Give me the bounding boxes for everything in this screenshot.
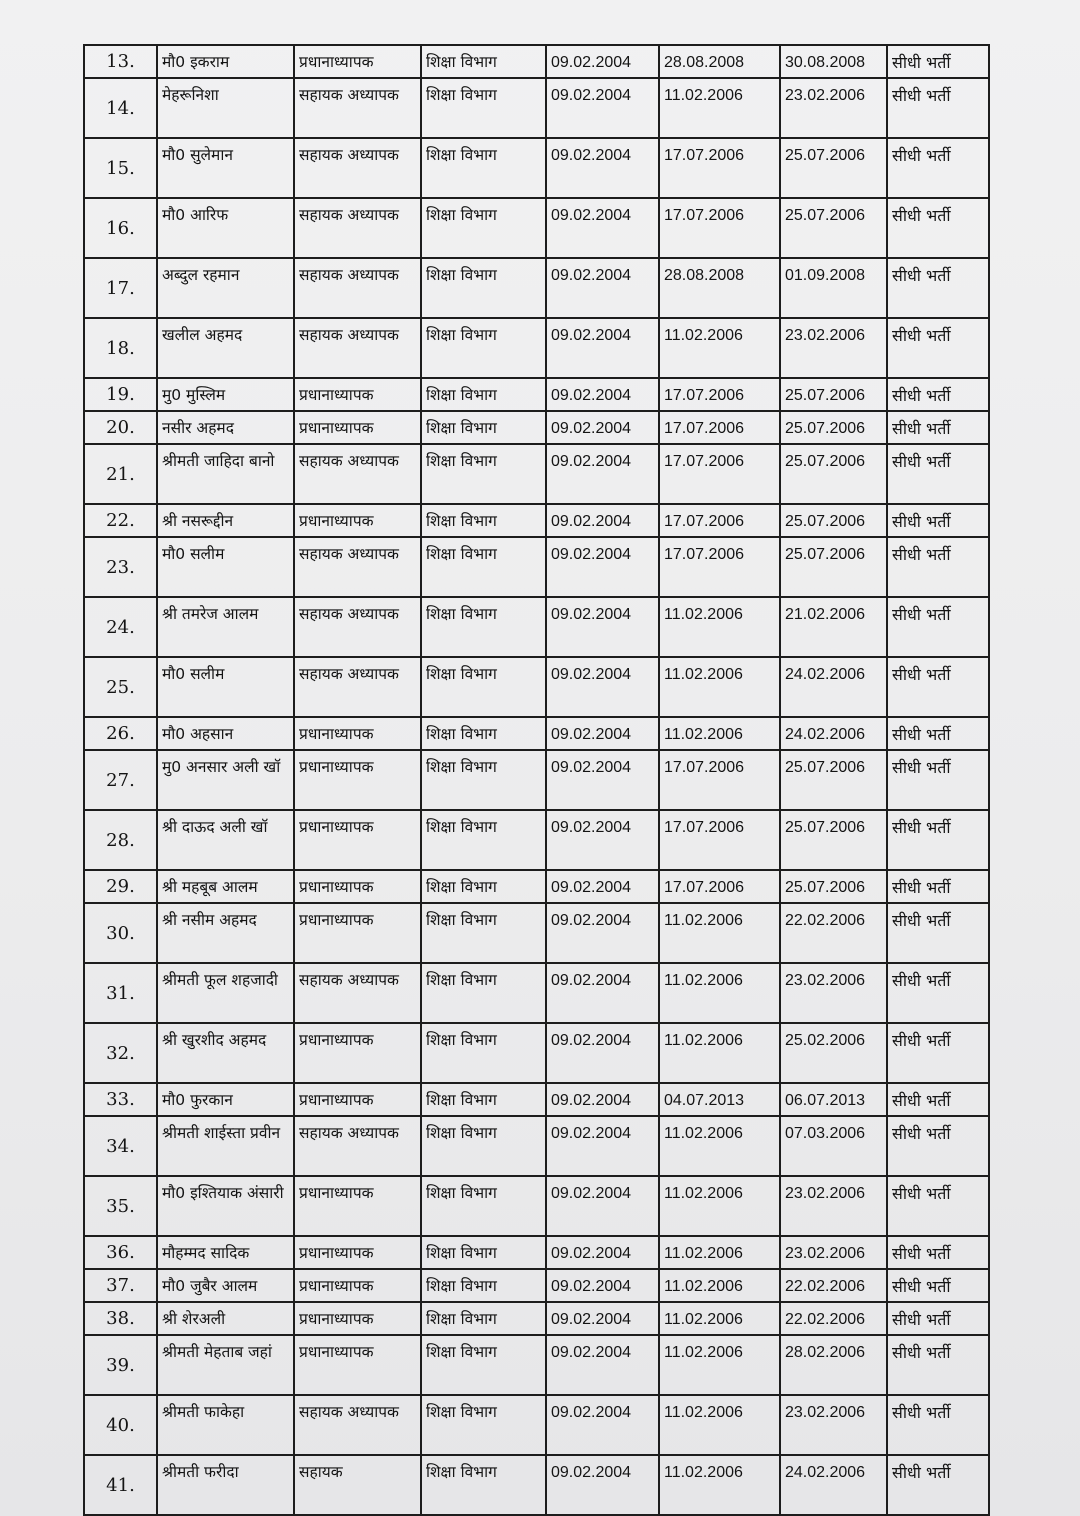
employee-name: मौ0 आरिफ (157, 198, 294, 258)
date-col-2: 11.02.2006 (659, 1335, 780, 1395)
date-col-2: 17.07.2006 (659, 504, 780, 537)
date-col-2: 11.02.2006 (659, 1176, 780, 1236)
serial-number: 23. (84, 537, 157, 597)
recruitment-mode: सीधी भर्ती (887, 258, 989, 318)
date-col-1: 09.02.2004 (546, 1116, 659, 1176)
date-col-3: 23.02.2006 (780, 1176, 887, 1236)
serial-number: 18. (84, 318, 157, 378)
serial-number: 17. (84, 258, 157, 318)
serial-number: 15. (84, 138, 157, 198)
recruitment-mode: सीधी भर्ती (887, 717, 989, 750)
table-row (84, 597, 989, 657)
recruitment-mode: सीधी भर्ती (887, 138, 989, 198)
employee-name: श्रीमती मेहताब जहां (157, 1335, 294, 1395)
recruitment-mode: सीधी भर्ती (887, 537, 989, 597)
recruitment-mode: सीधी भर्ती (887, 750, 989, 810)
employee-name: श्री तमरेज आलम (157, 597, 294, 657)
table-row (84, 444, 989, 504)
recruitment-mode: सीधी भर्ती (887, 597, 989, 657)
recruitment-mode: सीधी भर्ती (887, 1455, 989, 1515)
date-col-2: 17.07.2006 (659, 411, 780, 444)
date-col-1: 09.02.2004 (546, 318, 659, 378)
recruitment-mode: सीधी भर्ती (887, 657, 989, 717)
recruitment-mode: सीधी भर्ती (887, 78, 989, 138)
date-col-1: 09.02.2004 (546, 78, 659, 138)
recruitment-mode: सीधी भर्ती (887, 504, 989, 537)
date-col-3: 23.02.2006 (780, 963, 887, 1023)
date-col-3: 25.02.2006 (780, 1023, 887, 1083)
table-row (84, 1269, 989, 1302)
recruitment-mode: सीधी भर्ती (887, 198, 989, 258)
department: शिक्षा विभाग (421, 138, 546, 198)
recruitment-mode: सीधी भर्ती (887, 963, 989, 1023)
employee-name: मौ0 इकराम (157, 45, 294, 78)
table-row (84, 318, 989, 378)
date-col-2: 17.07.2006 (659, 750, 780, 810)
table-row (84, 1023, 989, 1083)
employee-name: मेहरूनिशा (157, 78, 294, 138)
post-title: प्रधानाध्यापक (294, 1083, 421, 1116)
date-col-3: 25.07.2006 (780, 378, 887, 411)
department: शिक्षा विभाग (421, 1302, 546, 1335)
serial-number: 37. (84, 1269, 157, 1302)
employee-name: श्री शेरअली (157, 1302, 294, 1335)
employee-name: श्री नसीम अहमद (157, 903, 294, 963)
employee-name: मौ0 फुरकान (157, 1083, 294, 1116)
serial-number: 25. (84, 657, 157, 717)
post-title: सहायक अध्यापक (294, 1395, 421, 1455)
table-row (84, 870, 989, 903)
date-col-1: 09.02.2004 (546, 198, 659, 258)
table-row (84, 378, 989, 411)
post-title: प्रधानाध्यापक (294, 411, 421, 444)
post-title: प्रधानाध्यापक (294, 1236, 421, 1269)
date-col-1: 09.02.2004 (546, 597, 659, 657)
department: शिक्षा विभाग (421, 750, 546, 810)
department: शिक्षा विभाग (421, 1395, 546, 1455)
department: शिक्षा विभाग (421, 258, 546, 318)
recruitment-mode: सीधी भर्ती (887, 1116, 989, 1176)
post-title: प्रधानाध्यापक (294, 1176, 421, 1236)
date-col-2: 04.07.2013 (659, 1083, 780, 1116)
employee-name: श्री दाऊद अली खॉ (157, 810, 294, 870)
table-row (84, 1083, 989, 1116)
serial-number: 39. (84, 1335, 157, 1395)
department: शिक्षा विभाग (421, 378, 546, 411)
department: शिक्षा विभाग (421, 717, 546, 750)
serial-number: 33. (84, 1083, 157, 1116)
recruitment-mode: सीधी भर्ती (887, 378, 989, 411)
date-col-1: 09.02.2004 (546, 810, 659, 870)
date-col-1: 09.02.2004 (546, 1269, 659, 1302)
table-row (84, 1302, 989, 1335)
date-col-3: 23.02.2006 (780, 1236, 887, 1269)
recruitment-mode: सीधी भर्ती (887, 1302, 989, 1335)
serial-number: 26. (84, 717, 157, 750)
post-title: प्रधानाध्यापक (294, 750, 421, 810)
department: शिक्षा विभाग (421, 444, 546, 504)
serial-number: 24. (84, 597, 157, 657)
department: शिक्षा विभाग (421, 1176, 546, 1236)
table-row (84, 963, 989, 1023)
recruitment-mode: सीधी भर्ती (887, 1395, 989, 1455)
post-title: सहायक अध्यापक (294, 318, 421, 378)
table-row (84, 750, 989, 810)
date-col-1: 09.02.2004 (546, 411, 659, 444)
serial-number: 13. (84, 45, 157, 78)
date-col-3: 07.03.2006 (780, 1116, 887, 1176)
department: शिक्षा विभाग (421, 1083, 546, 1116)
employee-name: श्रीमती शाईस्ता प्रवीन (157, 1116, 294, 1176)
date-col-3: 24.02.2006 (780, 717, 887, 750)
date-col-2: 28.08.2008 (659, 45, 780, 78)
date-col-3: 22.02.2006 (780, 1269, 887, 1302)
date-col-1: 09.02.2004 (546, 1236, 659, 1269)
date-col-3: 21.02.2006 (780, 597, 887, 657)
date-col-2: 11.02.2006 (659, 1395, 780, 1455)
date-col-3: 25.07.2006 (780, 750, 887, 810)
post-title: सहायक अध्यापक (294, 657, 421, 717)
serial-number: 36. (84, 1236, 157, 1269)
table-row (84, 717, 989, 750)
date-col-3: 06.07.2013 (780, 1083, 887, 1116)
date-col-3: 25.07.2006 (780, 504, 887, 537)
date-col-3: 25.07.2006 (780, 411, 887, 444)
serial-number: 40. (84, 1395, 157, 1455)
table-row (84, 537, 989, 597)
date-col-1: 09.02.2004 (546, 1395, 659, 1455)
post-title: प्रधानाध्यापक (294, 1023, 421, 1083)
serial-number: 32. (84, 1023, 157, 1083)
date-col-2: 17.07.2006 (659, 444, 780, 504)
serial-number: 29. (84, 870, 157, 903)
post-title: प्रधानाध्यापक (294, 810, 421, 870)
date-col-2: 11.02.2006 (659, 657, 780, 717)
employee-name: मौ0 सलीम (157, 537, 294, 597)
date-col-2: 11.02.2006 (659, 717, 780, 750)
department: शिक्षा विभाग (421, 198, 546, 258)
serial-number: 28. (84, 810, 157, 870)
date-col-2: 17.07.2006 (659, 378, 780, 411)
post-title: प्रधानाध्यापक (294, 1302, 421, 1335)
post-title: सहायक अध्यापक (294, 1116, 421, 1176)
date-col-1: 09.02.2004 (546, 1302, 659, 1335)
department: शिक्षा विभाग (421, 963, 546, 1023)
recruitment-mode: सीधी भर्ती (887, 810, 989, 870)
table-row (84, 810, 989, 870)
serial-number: 30. (84, 903, 157, 963)
post-title: प्रधानाध्यापक (294, 378, 421, 411)
serial-number: 20. (84, 411, 157, 444)
date-col-1: 09.02.2004 (546, 1455, 659, 1515)
date-col-3: 24.02.2006 (780, 657, 887, 717)
date-col-3: 24.02.2006 (780, 1455, 887, 1515)
recruitment-mode: सीधी भर्ती (887, 318, 989, 378)
post-title: सहायक अध्यापक (294, 198, 421, 258)
date-col-2: 28.08.2008 (659, 258, 780, 318)
post-title: प्रधानाध्यापक (294, 1269, 421, 1302)
date-col-3: 28.02.2006 (780, 1335, 887, 1395)
post-title: सहायक (294, 1455, 421, 1515)
date-col-2: 11.02.2006 (659, 1116, 780, 1176)
date-col-2: 17.07.2006 (659, 138, 780, 198)
serial-number: 35. (84, 1176, 157, 1236)
post-title: सहायक अध्यापक (294, 78, 421, 138)
serial-number: 38. (84, 1302, 157, 1335)
date-col-2: 11.02.2006 (659, 903, 780, 963)
date-col-3: 01.09.2008 (780, 258, 887, 318)
serial-number: 19. (84, 378, 157, 411)
date-col-3: 25.07.2006 (780, 870, 887, 903)
department: शिक्षा विभाग (421, 597, 546, 657)
date-col-1: 09.02.2004 (546, 1335, 659, 1395)
date-col-2: 11.02.2006 (659, 963, 780, 1023)
post-title: सहायक अध्यापक (294, 258, 421, 318)
employee-name: मु0 अनसार अली खॉ (157, 750, 294, 810)
department: शिक्षा विभाग (421, 78, 546, 138)
table-row (84, 657, 989, 717)
recruitment-mode: सीधी भर्ती (887, 1236, 989, 1269)
employee-name: श्री नसरूद्दीन (157, 504, 294, 537)
serial-number: 34. (84, 1116, 157, 1176)
date-col-3: 23.02.2006 (780, 318, 887, 378)
employee-name: श्रीमती फरीदा (157, 1455, 294, 1515)
table-row (84, 1176, 989, 1236)
table-row (84, 78, 989, 138)
department: शिक्षा विभाग (421, 1269, 546, 1302)
recruitment-mode: सीधी भर्ती (887, 444, 989, 504)
employee-name: नसीर अहमद (157, 411, 294, 444)
date-col-3: 25.07.2006 (780, 444, 887, 504)
post-title: प्रधानाध्यापक (294, 903, 421, 963)
employee-name: खलील अहमद (157, 318, 294, 378)
date-col-2: 17.07.2006 (659, 870, 780, 903)
date-col-3: 30.08.2008 (780, 45, 887, 78)
department: शिक्षा विभाग (421, 411, 546, 444)
employee-name: मौ0 अहसान (157, 717, 294, 750)
post-title: प्रधानाध्यापक (294, 45, 421, 78)
table-row (84, 138, 989, 198)
table-row (84, 903, 989, 963)
recruitment-mode: सीधी भर्ती (887, 1023, 989, 1083)
date-col-3: 25.07.2006 (780, 198, 887, 258)
staff-table-body (84, 45, 989, 1515)
date-col-2: 11.02.2006 (659, 1455, 780, 1515)
post-title: सहायक अध्यापक (294, 597, 421, 657)
date-col-1: 09.02.2004 (546, 717, 659, 750)
recruitment-mode: सीधी भर्ती (887, 870, 989, 903)
date-col-2: 11.02.2006 (659, 78, 780, 138)
employee-name: मौ0 जुबैर आलम (157, 1269, 294, 1302)
post-title: प्रधानाध्यापक (294, 870, 421, 903)
table-row (84, 1455, 989, 1515)
post-title: सहायक अध्यापक (294, 963, 421, 1023)
date-col-1: 09.02.2004 (546, 444, 659, 504)
employee-name: श्री महबूब आलम (157, 870, 294, 903)
date-col-3: 25.07.2006 (780, 537, 887, 597)
date-col-1: 09.02.2004 (546, 1083, 659, 1116)
recruitment-mode: सीधी भर्ती (887, 1083, 989, 1116)
employee-name: अब्दुल रहमान (157, 258, 294, 318)
date-col-2: 11.02.2006 (659, 1023, 780, 1083)
post-title: प्रधानाध्यापक (294, 717, 421, 750)
date-col-1: 09.02.2004 (546, 138, 659, 198)
date-col-2: 11.02.2006 (659, 1302, 780, 1335)
date-col-1: 09.02.2004 (546, 258, 659, 318)
date-col-1: 09.02.2004 (546, 963, 659, 1023)
date-col-2: 17.07.2006 (659, 198, 780, 258)
date-col-1: 09.02.2004 (546, 504, 659, 537)
department: शिक्षा विभाग (421, 1023, 546, 1083)
employee-name: मौ0 सुलेमान (157, 138, 294, 198)
table-row (84, 198, 989, 258)
date-col-3: 22.02.2006 (780, 903, 887, 963)
department: शिक्षा विभाग (421, 657, 546, 717)
date-col-2: 17.07.2006 (659, 810, 780, 870)
date-col-3: 25.07.2006 (780, 138, 887, 198)
date-col-1: 09.02.2004 (546, 750, 659, 810)
employee-name: श्रीमती फूल शहजादी (157, 963, 294, 1023)
employee-name: मौ0 सलीम (157, 657, 294, 717)
date-col-2: 17.07.2006 (659, 537, 780, 597)
department: शिक्षा विभाग (421, 504, 546, 537)
table-row (84, 504, 989, 537)
recruitment-mode: सीधी भर्ती (887, 1269, 989, 1302)
date-col-1: 09.02.2004 (546, 657, 659, 717)
serial-number: 41. (84, 1455, 157, 1515)
serial-number: 22. (84, 504, 157, 537)
table-row (84, 411, 989, 444)
date-col-1: 09.02.2004 (546, 1176, 659, 1236)
recruitment-mode: सीधी भर्ती (887, 45, 989, 78)
serial-number: 21. (84, 444, 157, 504)
post-title: सहायक अध्यापक (294, 537, 421, 597)
date-col-3: 23.02.2006 (780, 1395, 887, 1455)
serial-number: 16. (84, 198, 157, 258)
table-row (84, 1236, 989, 1269)
recruitment-mode: सीधी भर्ती (887, 903, 989, 963)
date-col-1: 09.02.2004 (546, 537, 659, 597)
recruitment-mode: सीधी भर्ती (887, 1176, 989, 1236)
department: शिक्षा विभाग (421, 537, 546, 597)
table-row (84, 1335, 989, 1395)
recruitment-mode: सीधी भर्ती (887, 1335, 989, 1395)
post-title: प्रधानाध्यापक (294, 504, 421, 537)
department: शिक्षा विभाग (421, 45, 546, 78)
employee-name: श्री खुरशीद अहमद (157, 1023, 294, 1083)
table-row (84, 258, 989, 318)
recruitment-mode: सीधी भर्ती (887, 411, 989, 444)
department: शिक्षा विभाग (421, 1455, 546, 1515)
department: शिक्षा विभाग (421, 870, 546, 903)
date-col-1: 09.02.2004 (546, 903, 659, 963)
date-col-2: 11.02.2006 (659, 1269, 780, 1302)
post-title: प्रधानाध्यापक (294, 1335, 421, 1395)
department: शिक्षा विभाग (421, 318, 546, 378)
table-row (84, 1116, 989, 1176)
employee-name: मौ0 इश्तियाक अंसारी (157, 1176, 294, 1236)
date-col-3: 25.07.2006 (780, 810, 887, 870)
department: शिक्षा विभाग (421, 1236, 546, 1269)
employee-name: मु0 मुस्लिम (157, 378, 294, 411)
date-col-1: 09.02.2004 (546, 870, 659, 903)
employee-name: श्रीमती जाहिदा बानो (157, 444, 294, 504)
staff-table (83, 44, 990, 1516)
department: शिक्षा विभाग (421, 903, 546, 963)
date-col-2: 11.02.2006 (659, 318, 780, 378)
date-col-3: 22.02.2006 (780, 1302, 887, 1335)
date-col-2: 11.02.2006 (659, 1236, 780, 1269)
serial-number: 27. (84, 750, 157, 810)
post-title: सहायक अध्यापक (294, 138, 421, 198)
date-col-1: 09.02.2004 (546, 45, 659, 78)
serial-number: 31. (84, 963, 157, 1023)
employee-name: मौहम्मद सादिक (157, 1236, 294, 1269)
table-row (84, 45, 989, 78)
employee-name: श्रीमती फाकेहा (157, 1395, 294, 1455)
date-col-3: 23.02.2006 (780, 78, 887, 138)
department: शिक्षा विभाग (421, 810, 546, 870)
date-col-2: 11.02.2006 (659, 597, 780, 657)
serial-number: 14. (84, 78, 157, 138)
post-title: सहायक अध्यापक (294, 444, 421, 504)
department: शिक्षा विभाग (421, 1335, 546, 1395)
department: शिक्षा विभाग (421, 1116, 546, 1176)
date-col-1: 09.02.2004 (546, 378, 659, 411)
date-col-1: 09.02.2004 (546, 1023, 659, 1083)
table-row (84, 1395, 989, 1455)
